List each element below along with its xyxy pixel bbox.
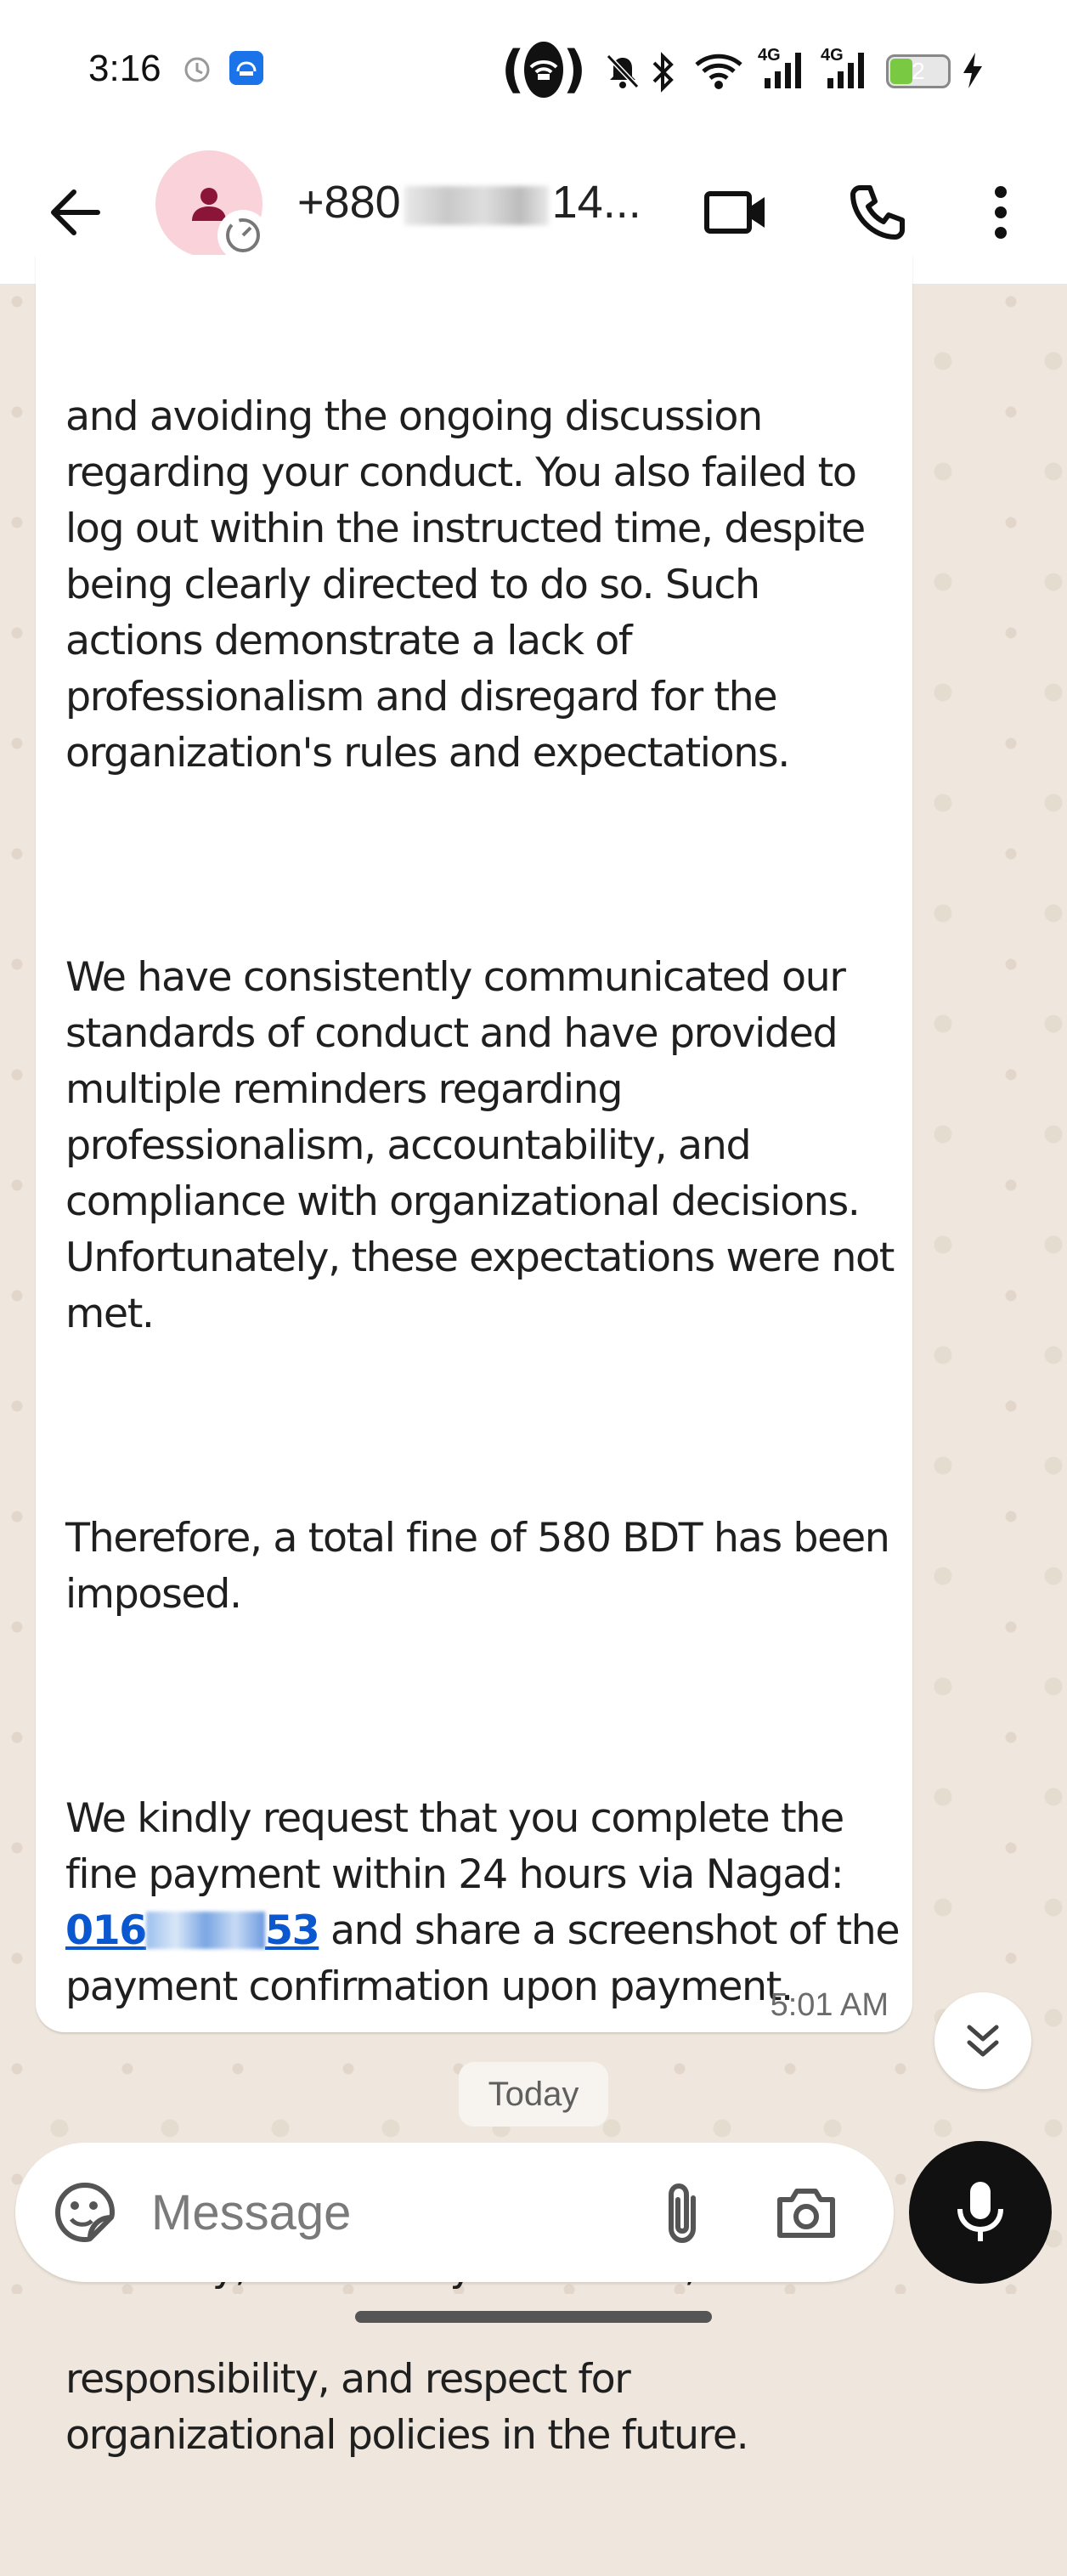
back-button[interactable] bbox=[41, 170, 109, 255]
message-timestamp: 5:01 AM bbox=[770, 1987, 889, 2023]
sticker-button[interactable] bbox=[48, 2175, 122, 2250]
camera-button[interactable] bbox=[768, 2175, 844, 2251]
message-paragraph: responsibility, and respect for organizational policies in the future. bbox=[65, 2356, 748, 2459]
message-paragraph: and avoiding the ongoing discussion regarding your conduct. You also failed to log out within the instructed time, despite being clearly directed to do so. Such actions demonstrate a lack of professionalism and disregard for the organization's rules and expectations. bbox=[65, 393, 865, 777]
message-paragraph: Therefore, a total fine of 580 BDT has been imposed. bbox=[65, 1515, 889, 1618]
more-vert-icon bbox=[992, 185, 1009, 240]
scroll-to-bottom-button[interactable] bbox=[934, 1992, 1031, 2089]
clock-icon bbox=[223, 215, 263, 256]
date-separator: Today bbox=[459, 2062, 608, 2127]
signal-2-icon: 4G bbox=[821, 49, 872, 90]
attach-button[interactable] bbox=[644, 2175, 720, 2251]
video-call-button[interactable] bbox=[695, 170, 776, 255]
attach-icon bbox=[661, 2181, 703, 2246]
phone-call-icon bbox=[848, 183, 907, 242]
hotspot-icon: ( ) bbox=[501, 40, 586, 99]
voice-call-button[interactable] bbox=[837, 170, 918, 255]
chevrons-down-icon bbox=[964, 2022, 1002, 2059]
status-time: 3:16 bbox=[88, 48, 161, 89]
video-call-icon bbox=[703, 189, 768, 236]
more-options-button[interactable] bbox=[960, 170, 1042, 255]
message-paragraph-payment: We kindly request that you complete the fine payment within 24 hours via Nagad: 016 53 and share a screenshot of the payment confirmation upon payment. bbox=[65, 1795, 900, 2010]
message-input[interactable] bbox=[151, 2173, 627, 2251]
contact-name[interactable]: +880 14... bbox=[297, 177, 641, 228]
disappearing-timer-badge bbox=[217, 210, 268, 261]
cloud-sync-icon bbox=[229, 51, 263, 85]
message-composer bbox=[15, 2143, 894, 2282]
message-paragraph: We have consistently communicated our standards of conduct and have provided multiple reminders regarding professionalism, accountability, and compliance with organizational decisions. Unfortunately, these expectations were not met. bbox=[65, 954, 894, 1337]
charging-icon bbox=[960, 51, 985, 98]
redacted-digits bbox=[404, 186, 549, 225]
alarm-icon bbox=[180, 51, 214, 85]
status-bar bbox=[0, 0, 1067, 140]
battery-indicator: 2 bbox=[886, 54, 951, 88]
redacted-digits bbox=[146, 1912, 265, 1949]
signal-1-icon: 4G bbox=[758, 49, 809, 90]
sticker-icon bbox=[54, 2182, 116, 2243]
mic-icon bbox=[955, 2180, 1006, 2245]
bluetooth-icon bbox=[651, 53, 676, 99]
home-gesture-handle[interactable] bbox=[355, 2311, 712, 2323]
wifi-icon bbox=[693, 53, 744, 99]
voice-message-button[interactable] bbox=[909, 2141, 1052, 2284]
phone-number-link[interactable]: 016 53 bbox=[65, 1907, 319, 1954]
back-arrow-icon bbox=[48, 189, 101, 236]
mute-icon bbox=[605, 53, 641, 98]
camera-icon bbox=[775, 2186, 838, 2240]
